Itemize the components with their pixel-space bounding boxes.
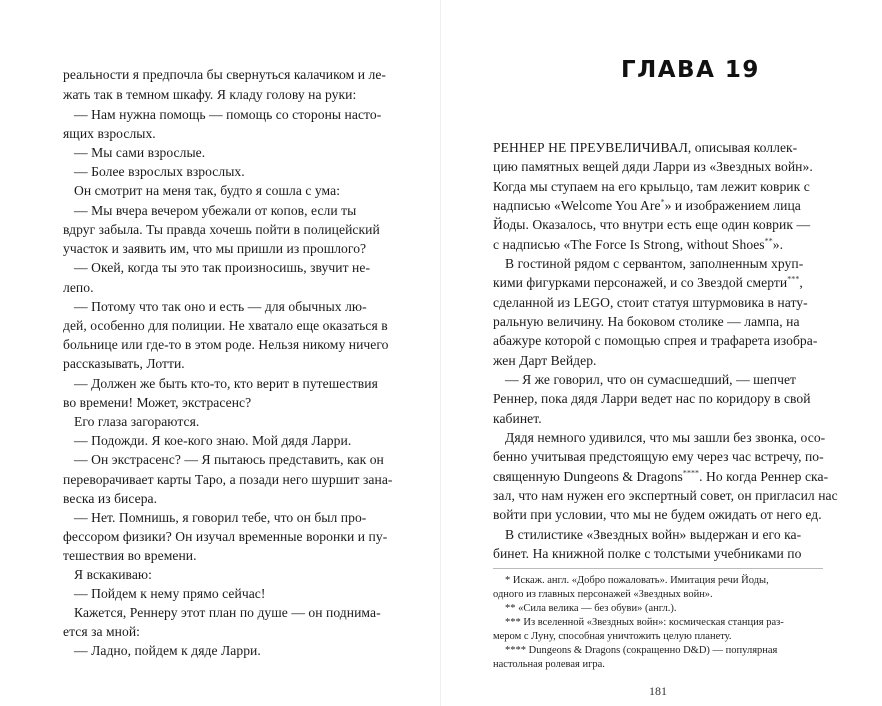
text-fragment: » и изображением лица	[664, 198, 801, 213]
text-line: фессором физики? Он изучал временные воронки и пу-	[63, 529, 388, 544]
text-line: веска из бисера.	[63, 491, 158, 506]
text-line: во времени! Может, экстрасенс?	[63, 395, 252, 410]
text-line: жен Дарт Вейдер.	[493, 353, 597, 368]
text-fragment: кими фигурками персонажей, и со Звездой смерти	[493, 275, 788, 290]
left-page	[0, 0, 440, 706]
chapter-title: ГЛАВА 19	[621, 57, 760, 83]
text-line: ящих взрослых.	[63, 126, 156, 141]
text-line: — Нет. Помнишь, я говорил тебе, что он был про-	[74, 510, 367, 525]
text-line: Его глаза загораются.	[74, 414, 200, 429]
text-line: войти при условии, что мы не будем ожидать от него ед.	[493, 507, 822, 522]
text-line: тешествия во времени.	[63, 548, 197, 563]
footnote-marker: ***	[787, 274, 800, 284]
text-line: рассказывать, Лотти.	[63, 356, 185, 371]
page-number: 181	[649, 684, 667, 698]
text-line: жать так в темном шкафу. Я кладу голову на руки:	[63, 87, 357, 102]
footnote-marker: **	[764, 236, 773, 246]
text-line: Йоды. Оказалось, что внутри есть еще один коврик —	[493, 217, 811, 232]
footnote-line: **** Dungeons & Dragons (сокращенно D&D) — популярная	[505, 645, 778, 656]
text-fragment: надписью «Welcome You Are	[493, 198, 661, 213]
text-line: — Я же говорил, что он сумасшедший, — шепчет	[505, 372, 797, 387]
text-line: переворачивает карты Таро, а позади него шуршит зана-	[63, 472, 393, 487]
text-line: цию памятных вещей дяди Ларри из «Звездных войн».	[493, 159, 813, 174]
text-line: — Потому что так оно и есть — для обычных лю-	[74, 299, 367, 314]
text-line: Кажется, Реннеру этот план по душе — он поднима-	[74, 605, 381, 620]
footnote-marker: *	[660, 197, 665, 207]
text-line: В гостиной рядом с сервантом, заполненным хруп-	[505, 256, 804, 271]
text-line: — Нам нужна помощь — помощь со стороны насто-	[74, 107, 382, 122]
footnote-line: *** Из вселенной «Звездных войн»: космическая станция раз-	[505, 617, 784, 628]
text-line: Дядя немного удивился, что мы зашли без звонка, осо-	[505, 430, 826, 445]
text-line	[493, 197, 801, 215]
footnote-line: * Искаж. англ. «Добро пожаловать». Имитация речи Йоды,	[505, 575, 769, 586]
text-fragment: ».	[772, 237, 784, 252]
footnote-line: настольная ролевая игра.	[493, 659, 605, 670]
text-line: — Мы вчера вечером убежали от копов, если ты	[74, 203, 357, 218]
text-line	[493, 274, 803, 292]
text-fragment: с надписью «The Force Is Strong, without Shoes	[493, 237, 765, 252]
text-line: — Мы сами взрослые.	[74, 145, 206, 160]
text-line: дей, особенно для полиции. Не хватало еще оказаться в	[63, 318, 388, 333]
right-page	[441, 0, 882, 706]
text-line	[493, 236, 783, 254]
text-line: Реннер, пока дядя Ларри ведет нас по коридору в свой	[493, 391, 811, 406]
text-line: ральную величину. На боковом столике — лампа, на	[493, 314, 800, 329]
text-line: абажуре которой с помощью спрея и трафарета изобра-	[493, 333, 818, 348]
text-line: реальности я предпочла бы свернуться калачиком и ле-	[63, 67, 387, 82]
text-line: бенно учитывая предстоящую ему через час встречу, по-	[493, 449, 824, 464]
text-line	[493, 468, 828, 486]
text-line: участок и заявить им, что мы пришли из прошлого?	[63, 241, 367, 256]
text-line: бинет. На книжной полке с толстыми учебниками по	[493, 546, 802, 561]
text-line: Я вскакиваю:	[74, 567, 152, 582]
text-line: Когда мы ступаем на его крыльцо, там лежит коврик с	[493, 179, 810, 194]
text-line: ется за мной:	[63, 624, 141, 639]
text-fragment: ,	[799, 275, 803, 290]
text-line: В стилистике «Звездных войн» выдержан и его ка-	[505, 527, 802, 542]
text-line: — Пойдем к нему прямо сейчас!	[74, 586, 266, 601]
text-line: лепо.	[63, 280, 94, 295]
text-line: вдруг забыла. Ты правда хочешь пойти в полицейский	[63, 222, 380, 237]
text-line: — Ладно, пойдем к дяде Ларри.	[74, 643, 261, 658]
text-line: зал, что нам нужен его экспертный совет, он пригласил нас	[493, 488, 838, 503]
footnote-line: ** «Сила велика — без обуви» (англ.).	[505, 603, 677, 614]
text-line: Он смотрит на меня так, будто я сошла с ума:	[74, 183, 341, 198]
text-line: — Окей, когда ты это так произносишь, звучит не-	[74, 260, 371, 275]
text-line: — Он экстрасенс? — Я пытаюсь представить, как он	[74, 452, 384, 467]
text-fragment: . Но когда Реннер ска-	[699, 469, 829, 484]
text-fragment: священную Dungeons & Dragons	[493, 469, 683, 484]
text-line: РЕННЕР НЕ ПРЕУВЕЛИЧИВАЛ, описывая коллек-	[493, 140, 798, 155]
footnote-divider	[493, 568, 823, 569]
text-line: — Должен же быть кто-то, кто верит в путешествия	[74, 376, 378, 391]
footnote-line: одного из главных персонажей «Звездных войн».	[493, 589, 713, 600]
text-line: сделанной из LEGO, стоит статуя штурмовика в нату-	[493, 295, 808, 310]
text-line: кабинет.	[493, 411, 542, 426]
footnote-line: мером с Луну, способная уничтожить целую планету.	[493, 631, 732, 642]
text-line: больнице или где-то в этом роде. Нельзя никому ничего	[63, 337, 389, 352]
text-line: — Подожди. Я кое-кого знаю. Мой дядя Ларри.	[74, 433, 352, 448]
text-line: — Более взрослых взрослых.	[74, 164, 245, 179]
footnote-marker: ****	[682, 468, 700, 478]
